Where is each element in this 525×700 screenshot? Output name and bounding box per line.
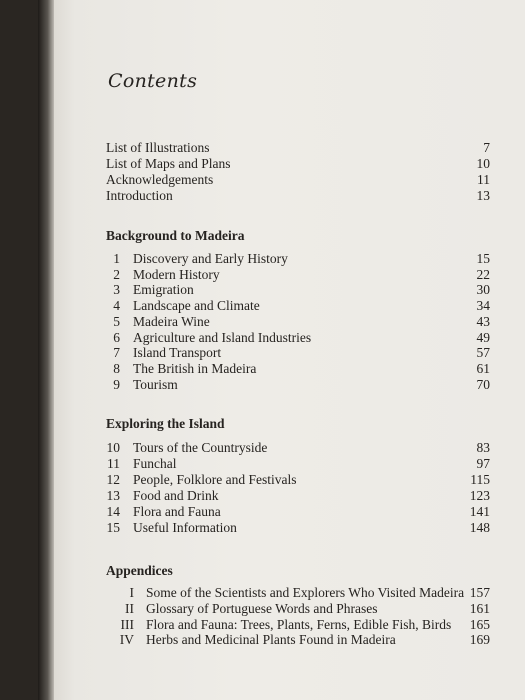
chapter-label: Landscape and Climate (133, 298, 260, 313)
chapter-row (106, 267, 490, 283)
chapter-row (106, 456, 490, 472)
section-heading: Appendices (106, 563, 173, 578)
chapter-number: 3 (113, 282, 120, 297)
chapter-label: Flora and Fauna: Trees, Plants, Ferns, Edible Fish, Birds (146, 617, 452, 632)
chapter-row (106, 345, 490, 361)
chapter-number: II (125, 601, 134, 616)
chapter-label: Discovery and Early History (133, 251, 288, 266)
chapter-page-number: 115 (470, 472, 490, 487)
chapter-row (106, 585, 490, 601)
chapter-page-number: 34 (476, 298, 490, 313)
chapter-number: IV (119, 632, 134, 647)
chapter-number: I (129, 585, 134, 600)
front-matter-label: Introduction (106, 188, 173, 203)
chapter-row (106, 282, 490, 298)
chapter-page-number: 141 (469, 504, 490, 519)
chapter-row (106, 251, 490, 267)
front-matter-label: List of Illustrations (106, 140, 210, 155)
chapter-number: 2 (113, 267, 120, 282)
chapter-number: 4 (113, 298, 120, 313)
front-matter-row (106, 188, 490, 204)
chapter-page-number: 15 (476, 251, 490, 266)
chapter-label: Herbs and Medicinal Plants Found in Madeira (146, 632, 396, 647)
chapter-number: 7 (113, 345, 120, 360)
front-matter-label: Acknowledgements (106, 172, 214, 187)
chapter-row (106, 314, 490, 330)
chapter-page-number: 57 (476, 345, 490, 360)
chapter-page-number: 169 (469, 632, 490, 647)
chapter-number: 14 (106, 504, 120, 519)
chapter-label: Emigration (133, 282, 194, 297)
chapter-label: Funchal (133, 456, 177, 471)
chapter-row (106, 488, 490, 504)
chapter-page-number: 70 (476, 377, 490, 392)
chapter-page-number: 30 (476, 282, 490, 297)
front-matter-page-number: 13 (476, 188, 490, 203)
chapter-row (106, 632, 490, 648)
front-matter-row (106, 172, 490, 188)
chapter-number: 13 (106, 488, 120, 503)
front-matter-page-number: 11 (477, 172, 490, 187)
chapter-page-number: 165 (469, 617, 490, 632)
chapter-row (106, 504, 490, 520)
chapter-row (106, 617, 490, 633)
chapter-label: Tourism (133, 377, 178, 392)
chapter-number: 1 (113, 251, 120, 266)
chapter-label: Some of the Scientists and Explorers Who Visited Madeira (146, 585, 465, 600)
chapter-label: Tours of the Countryside (133, 440, 268, 455)
chapter-number: 5 (113, 314, 120, 329)
chapter-number: 10 (106, 440, 120, 455)
chapter-page-number: 49 (476, 330, 490, 345)
section-heading: Background to Madeira (106, 228, 245, 243)
chapter-label: Island Transport (133, 345, 222, 360)
page-title: Contents (108, 70, 198, 92)
chapter-row (106, 361, 490, 377)
chapter-row (106, 377, 490, 393)
chapter-page-number: 148 (469, 520, 490, 535)
front-matter-row (106, 140, 490, 156)
chapter-row (106, 520, 490, 536)
chapter-number: 8 (113, 361, 120, 376)
chapter-page-number: 22 (476, 267, 490, 282)
front-matter-page-number: 7 (483, 140, 490, 155)
chapter-page-number: 157 (469, 585, 490, 600)
chapter-page-number: 83 (476, 440, 490, 455)
chapter-label: Glossary of Portuguese Words and Phrases (146, 601, 378, 616)
chapter-label: People, Folklore and Festivals (133, 472, 297, 487)
chapter-row (106, 440, 490, 456)
section-heading: Exploring the Island (106, 416, 225, 431)
book-binding (38, 0, 54, 700)
chapter-label: Agriculture and Island Industries (133, 330, 312, 345)
chapter-number: 15 (106, 520, 120, 535)
front-matter-row (106, 156, 490, 172)
chapter-row (106, 330, 490, 346)
chapter-label: Flora and Fauna (133, 504, 221, 519)
chapter-page-number: 97 (476, 456, 490, 471)
chapter-number: 9 (113, 377, 120, 392)
front-matter-label: List of Maps and Plans (106, 156, 231, 171)
chapter-page-number: 43 (476, 314, 490, 329)
chapter-number: 11 (107, 456, 120, 471)
chapter-label: Modern History (133, 267, 220, 282)
chapter-label: The British in Madeira (133, 361, 257, 376)
chapter-label: Madeira Wine (133, 314, 210, 329)
chapter-page-number: 161 (469, 601, 490, 616)
chapter-label: Food and Drink (133, 488, 219, 503)
chapter-row (106, 298, 490, 314)
chapter-number: III (120, 617, 134, 632)
chapter-row (106, 472, 490, 488)
chapter-number: 6 (113, 330, 120, 345)
chapter-label: Useful Information (133, 520, 237, 535)
chapter-page-number: 61 (476, 361, 490, 376)
chapter-row (106, 601, 490, 617)
chapter-number: 12 (106, 472, 120, 487)
chapter-page-number: 123 (469, 488, 490, 503)
front-matter-page-number: 10 (476, 156, 490, 171)
